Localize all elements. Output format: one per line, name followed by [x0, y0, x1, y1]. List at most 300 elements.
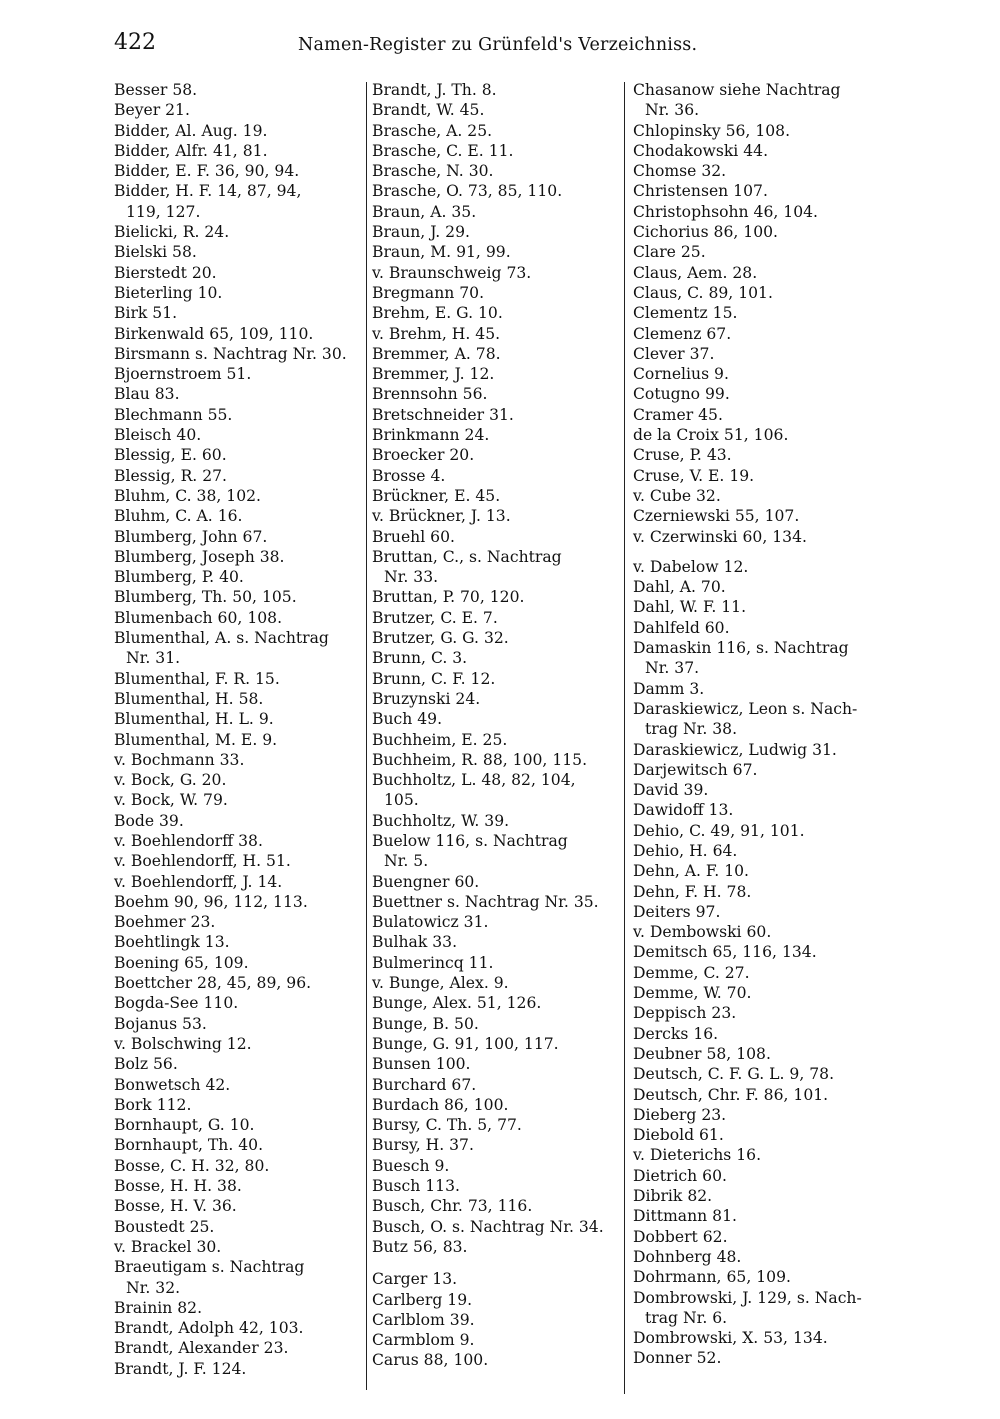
index-entry — [633, 1145, 885, 1165]
index-entry-text: Blumberg, Joseph 38. — [114, 547, 285, 566]
index-entry — [114, 283, 366, 303]
index-entry-text: Chodakowski 44. — [633, 141, 769, 160]
index-entry — [114, 486, 366, 506]
index-entry-text: Christensen 107. — [633, 182, 768, 201]
index-entry-text: Bulmerincq 11. — [372, 953, 494, 972]
index-entry-text: Bork 112. — [114, 1095, 192, 1114]
index-entry-text: Czerniewski 55, 107. — [633, 507, 800, 526]
index-entry-text: Demitsch 65, 116, 134. — [633, 943, 817, 962]
index-entry — [633, 527, 885, 547]
index-entry — [633, 963, 885, 983]
index-entry-text: v. Boehlendorff, J. 14. — [114, 872, 283, 891]
index-entry-text: Dehio, C. 49, 91, 101. — [633, 821, 805, 840]
index-entry-text: Brunn, C. F. 12. — [372, 669, 496, 688]
index-entry-text: Dohnberg 48. — [633, 1247, 742, 1266]
index-entry — [372, 263, 624, 283]
index-entry-text: Clementz 15. — [633, 304, 738, 323]
index-entry — [114, 141, 366, 161]
index-entry-text: Dawidoff 13. — [633, 801, 734, 820]
index-entry-text: Cruse, V. E. 19. — [633, 466, 755, 485]
index-entry — [372, 872, 624, 892]
index-entry-text: Buchholtz, W. 39. — [372, 811, 510, 830]
index-entry-text: Damaskin 116, s. Nachtrag — [633, 639, 849, 658]
index-entry-text: Beyer 21. — [114, 101, 190, 120]
index-entry — [114, 912, 366, 932]
index-entry-text: Bulhak 33. — [372, 933, 458, 952]
index-entry — [633, 1166, 885, 1186]
index-entry — [633, 242, 885, 262]
index-entry-text: de la Croix 51, 106. — [633, 426, 789, 445]
index-entry — [633, 597, 885, 617]
index-entry — [114, 709, 366, 729]
index-entry — [114, 1196, 366, 1216]
index-entry — [114, 567, 366, 587]
index-entry-continuation: Nr. 33. — [384, 568, 439, 587]
index-entry — [633, 1125, 885, 1145]
index-entry-text: Bluhm, C. A. 16. — [114, 507, 243, 526]
index-entry — [372, 689, 624, 709]
index-entry — [114, 1359, 366, 1379]
index-entry-text: Brutzer, C. E. 7. — [372, 608, 498, 627]
index-entry — [633, 780, 885, 800]
index-entry-text: Carus 88, 100. — [372, 1351, 489, 1370]
index-entry — [372, 648, 624, 668]
index-entry — [114, 1075, 366, 1095]
index-entry — [114, 344, 366, 364]
index-entry-text: Blumenthal, A. s. Nachtrag — [114, 629, 329, 648]
index-entry — [114, 608, 366, 628]
index-entry-text: Blumenthal, H. L. 9. — [114, 710, 274, 729]
index-entry — [372, 892, 624, 912]
index-entry — [114, 1298, 366, 1318]
index-entry — [372, 831, 624, 872]
index-entry — [372, 1054, 624, 1074]
index-entry-text: Deiters 97. — [633, 902, 721, 921]
index-entry — [633, 1105, 885, 1125]
index-entry — [372, 1034, 624, 1054]
index-entry — [633, 1348, 885, 1368]
index-entry — [372, 953, 624, 973]
index-entry-text: Blumberg, John 67. — [114, 527, 268, 546]
index-entry-text: Brandt, Alexander 23. — [114, 1339, 289, 1358]
index-entry-text: Brasche, C. E. 11. — [372, 141, 514, 160]
index-entry — [372, 181, 624, 201]
index-entry-text: Cornelius 9. — [633, 365, 729, 384]
index-entry-text: Clever 37. — [633, 344, 715, 363]
index-entry — [372, 730, 624, 750]
index-entry — [114, 587, 366, 607]
index-entry — [633, 882, 885, 902]
index-entry-text: Burchard 67. — [372, 1075, 477, 1094]
index-entry-text: Birk 51. — [114, 304, 178, 323]
index-entry-text: Boening 65, 109. — [114, 953, 249, 972]
index-entry-text: Brosse 4. — [372, 466, 446, 485]
index-entry-text: Buchholtz, L. 48, 82, 104, — [372, 771, 576, 790]
index-column-2 — [372, 80, 624, 1371]
index-entry — [114, 405, 366, 425]
index-entry — [633, 1328, 885, 1348]
index-entry — [372, 1135, 624, 1155]
index-entry — [372, 1156, 624, 1176]
index-entry-text: Busch, Chr. 73, 116. — [372, 1197, 533, 1216]
index-entry-text: Dobbert 62. — [633, 1227, 728, 1246]
index-entry-text: Blessig, E. 60. — [114, 446, 227, 465]
index-entry-continuation: trag Nr. 38. — [645, 720, 738, 739]
index-entry-text: Bremmer, J. 12. — [372, 365, 495, 384]
index-entry-text: Bosse, H. H. 38. — [114, 1177, 242, 1196]
index-entry — [114, 1034, 366, 1054]
index-entry — [633, 902, 885, 922]
index-entry — [114, 161, 366, 181]
index-entry — [372, 1269, 624, 1289]
index-entry — [372, 527, 624, 547]
index-entry — [633, 1267, 885, 1287]
index-entry — [633, 364, 885, 384]
index-entry — [633, 80, 885, 121]
index-entry — [372, 1014, 624, 1034]
index-entry — [114, 1176, 366, 1196]
index-entry-continuation: 105. — [384, 791, 419, 810]
index-entry — [372, 1115, 624, 1135]
index-entry-text: Bidder, H. F. 14, 87, 94, — [114, 182, 302, 201]
column-divider — [366, 82, 367, 1390]
index-entry — [114, 831, 366, 851]
index-entry-text: Donner 52. — [633, 1349, 722, 1368]
index-entry — [114, 263, 366, 283]
index-entry — [633, 466, 885, 486]
index-entry — [114, 932, 366, 952]
column-divider — [624, 82, 625, 1394]
index-entry-text: v. Brackel 30. — [114, 1237, 222, 1256]
index-entry-text: Bogda-See 110. — [114, 994, 239, 1013]
index-entry — [114, 1115, 366, 1135]
index-entry — [633, 141, 885, 161]
index-entry-text: Deutsch, Chr. F. 86, 101. — [633, 1085, 829, 1104]
index-entry-text: Cramer 45. — [633, 405, 723, 424]
index-entry — [372, 750, 624, 770]
index-entry — [372, 1075, 624, 1095]
index-entry-text: Cichorius 86, 100. — [633, 223, 779, 242]
index-entry — [633, 1227, 885, 1247]
index-entry — [633, 618, 885, 638]
index-entry-text: Dohrmann, 65, 109. — [633, 1268, 791, 1287]
index-entry — [633, 121, 885, 141]
index-entry-text: Bierstedt 20. — [114, 263, 217, 282]
index-entry-text: Blessig, R. 27. — [114, 466, 228, 485]
index-entry-text: Diebold 61. — [633, 1126, 724, 1145]
index-entry-text: Buchheim, R. 88, 100, 115. — [372, 750, 588, 769]
index-entry — [633, 821, 885, 841]
index-entry-text: Dahl, A. 70. — [633, 578, 726, 597]
index-entry — [372, 141, 624, 161]
index-entry — [633, 638, 885, 679]
index-entry — [114, 242, 366, 262]
index-entry — [114, 181, 366, 222]
index-entry — [372, 364, 624, 384]
index-entry-text: Bidder, E. F. 36, 90, 94. — [114, 162, 300, 181]
index-entry-text: Buchheim, E. 25. — [372, 730, 508, 749]
index-entry-text: Bielski 58. — [114, 243, 197, 262]
index-entry-text: Bielicki, R. 24. — [114, 223, 230, 242]
index-entry — [114, 669, 366, 689]
index-entry-text: v. Boehlendorff, H. 51. — [114, 852, 291, 871]
index-entry-text: Broecker 20. — [372, 446, 475, 465]
index-entry — [633, 1044, 885, 1064]
index-entry — [372, 1310, 624, 1330]
index-entry-text: Dercks 16. — [633, 1024, 719, 1043]
index-entry — [114, 790, 366, 810]
index-entry-text: Dibrik 82. — [633, 1187, 713, 1206]
index-entry — [633, 384, 885, 404]
index-entry-text: Buettner s. Nachtrag Nr. 35. — [372, 892, 599, 911]
index-entry — [633, 699, 885, 740]
index-entry-text: Bruzynski 24. — [372, 689, 481, 708]
index-entry — [633, 861, 885, 881]
index-entry — [372, 324, 624, 344]
index-entry — [372, 669, 624, 689]
index-entry-text: Boettcher 28, 45, 89, 96. — [114, 974, 312, 993]
index-entry — [633, 283, 885, 303]
index-entry-text: Busch 113. — [372, 1177, 460, 1196]
index-entry — [114, 770, 366, 790]
index-entry-text: Bidder, Al. Aug. 19. — [114, 121, 268, 140]
index-entry — [114, 100, 366, 120]
index-entry — [114, 628, 366, 669]
index-entry — [114, 1054, 366, 1074]
index-entry-text: Blumberg, Th. 50, 105. — [114, 588, 297, 607]
index-entry-continuation: Nr. 37. — [645, 659, 700, 678]
index-entry — [114, 851, 366, 871]
index-entry-continuation: Nr. 5. — [384, 852, 429, 871]
index-entry-text: Brainin 82. — [114, 1298, 203, 1317]
index-entry-text: Bruttan, P. 70, 120. — [372, 588, 525, 607]
index-entry-text: Bregmann 70. — [372, 283, 485, 302]
index-entry-text: Blumenthal, H. 58. — [114, 689, 264, 708]
index-entry-text: Carger 13. — [372, 1270, 458, 1289]
index-entry-text: Bruttan, C., s. Nachtrag — [372, 547, 562, 566]
index-entry-text: Dietrich 60. — [633, 1166, 727, 1185]
index-entry — [633, 841, 885, 861]
index-entry-continuation: Nr. 36. — [645, 101, 700, 120]
index-entry — [633, 344, 885, 364]
index-entry-text: Brasche, N. 30. — [372, 162, 494, 181]
index-entry — [633, 1064, 885, 1084]
index-entry — [372, 1290, 624, 1310]
index-entry — [114, 1156, 366, 1176]
index-entry-text: Blumenthal, M. E. 9. — [114, 730, 278, 749]
index-entry — [372, 384, 624, 404]
running-title: Namen-Register zu Grünfeld's Verzeichniss. — [298, 35, 698, 55]
index-entry-text: Braeutigam s. Nachtrag — [114, 1258, 305, 1277]
index-entry-text: Brennsohn 56. — [372, 385, 488, 404]
index-entry-text: Claus, C. 89, 101. — [633, 283, 773, 302]
index-entry — [633, 222, 885, 242]
index-entry-text: Buesch 9. — [372, 1156, 450, 1175]
index-entry-text: Bunsen 100. — [372, 1055, 471, 1074]
index-entry-text: Braun, A. 35. — [372, 202, 477, 221]
index-entry-text: Braun, J. 29. — [372, 223, 470, 242]
index-entry — [633, 486, 885, 506]
index-entry-text: Damm 3. — [633, 679, 705, 698]
index-entry-text: Brandt, W. 45. — [372, 101, 485, 120]
index-entry-text: Christophsohn 46, 104. — [633, 202, 819, 221]
index-entry-text: v. Brehm, H. 45. — [372, 324, 501, 343]
index-entry — [114, 993, 366, 1013]
index-entry-text: Dombrowski, J. 129, s. Nach- — [633, 1288, 862, 1307]
index-entry-text: Carlblom 39. — [372, 1310, 475, 1329]
index-entry — [633, 202, 885, 222]
index-entry — [633, 161, 885, 181]
index-entry-continuation: Nr. 32. — [126, 1278, 181, 1297]
page-number: 422 — [114, 30, 156, 55]
index-entry-text: Bieterling 10. — [114, 283, 223, 302]
index-entry — [114, 1338, 366, 1358]
index-entry — [372, 466, 624, 486]
index-entry — [633, 800, 885, 820]
index-entry-text: Bosse, H. V. 36. — [114, 1197, 237, 1216]
index-entry-text: Claus, Aem. 28. — [633, 263, 758, 282]
index-entry-text: Buelow 116, s. Nachtrag — [372, 831, 568, 850]
index-entry — [633, 506, 885, 526]
index-entry-text: Carmblom 9. — [372, 1331, 475, 1350]
index-entry-text: Blumberg, P. 40. — [114, 568, 244, 587]
index-entry — [114, 973, 366, 993]
index-entry — [372, 1237, 624, 1257]
index-entry — [372, 1217, 624, 1237]
index-entry-text: Brandt, J. F. 124. — [114, 1359, 247, 1378]
index-entry-text: Bursy, H. 37. — [372, 1136, 474, 1155]
index-entry-text: Burdach 86, 100. — [372, 1095, 509, 1114]
index-entry-text: Blechmann 55. — [114, 405, 233, 424]
index-entry — [114, 1014, 366, 1034]
index-entry — [372, 445, 624, 465]
index-entry — [114, 425, 366, 445]
index-entry-text: Deubner 58, 108. — [633, 1044, 771, 1063]
index-entry — [114, 445, 366, 465]
index-entry — [372, 161, 624, 181]
index-entry-text: v. Bochmann 33. — [114, 750, 245, 769]
index-entry — [372, 405, 624, 425]
index-entry — [114, 872, 366, 892]
index-entry-text: v. Bock, G. 20. — [114, 771, 227, 790]
index-entry — [372, 425, 624, 445]
index-entry — [372, 202, 624, 222]
index-entry-text: Boustedt 25. — [114, 1217, 215, 1236]
index-entry-text: Boehmer 23. — [114, 913, 216, 932]
index-entry-text: Bjoernstroem 51. — [114, 365, 252, 384]
index-entry-text: Chlopinsky 56, 108. — [633, 121, 791, 140]
index-entry — [114, 1095, 366, 1115]
index-entry — [633, 922, 885, 942]
index-entry-text: Bluhm, C. 38, 102. — [114, 486, 261, 505]
index-entry — [372, 1176, 624, 1196]
index-entry-text: Brasche, O. 73, 85, 110. — [372, 182, 563, 201]
index-entry-text: Brasche, A. 25. — [372, 121, 493, 140]
index-entry-text: Bornhaupt, Th. 40. — [114, 1136, 264, 1155]
index-entry-text: Brandt, Adolph 42, 103. — [114, 1319, 304, 1338]
index-entry-text: Butz 56, 83. — [372, 1237, 468, 1256]
index-entry — [633, 1003, 885, 1023]
index-entry-text: Busch, O. s. Nachtrag Nr. 34. — [372, 1217, 604, 1236]
index-entry-text: v. Dabelow 12. — [633, 557, 749, 576]
index-entry-text: Buengner 60. — [372, 872, 480, 891]
index-entry-text: Birkenwald 65, 109, 110. — [114, 324, 314, 343]
index-entry-text: Braun, M. 91, 99. — [372, 243, 511, 262]
index-entry — [114, 750, 366, 770]
index-entry-text: Brandt, J. Th. 8. — [372, 81, 497, 99]
index-entry — [372, 912, 624, 932]
index-entry-text: Buch 49. — [372, 710, 443, 729]
index-entry — [633, 577, 885, 597]
index-entry-text: Boehm 90, 96, 112, 113. — [114, 892, 308, 911]
index-entry-continuation: 119, 127. — [126, 202, 201, 221]
index-column-3 — [633, 80, 885, 1369]
index-entry — [114, 1135, 366, 1155]
index-entry — [633, 1024, 885, 1044]
index-entry-continuation: Nr. 31. — [126, 649, 181, 668]
index-entry-text: v. Boehlendorff 38. — [114, 831, 263, 850]
index-entry — [372, 80, 624, 100]
index-entry-text: Dittmann 81. — [633, 1207, 737, 1226]
index-entry — [372, 1095, 624, 1115]
index-entry — [372, 1350, 624, 1370]
index-entry — [372, 587, 624, 607]
index-entry-text: Bornhaupt, G. 10. — [114, 1116, 255, 1135]
index-entry-text: v. Cube 32. — [633, 486, 721, 505]
index-entry-text: Bolz 56. — [114, 1055, 178, 1074]
index-entry-text: Cotugno 99. — [633, 385, 730, 404]
index-entry — [372, 628, 624, 648]
index-column-1 — [114, 80, 366, 1379]
index-entry — [114, 384, 366, 404]
index-entry — [372, 100, 624, 120]
index-entry — [114, 506, 366, 526]
index-entry — [114, 222, 366, 242]
index-entry — [633, 263, 885, 283]
index-entry-text: Birsmann s. Nachtrag Nr. 30. — [114, 344, 347, 363]
index-entry — [372, 993, 624, 1013]
index-entry-text: v. Braunschweig 73. — [372, 263, 532, 282]
index-entry-text: Chomse 32. — [633, 162, 727, 181]
index-entry-text: Dombrowski, X. 53, 134. — [633, 1329, 828, 1348]
index-entry-text: Dehio, H. 64. — [633, 841, 738, 860]
index-entry-text: Dieberg 23. — [633, 1105, 727, 1124]
index-entry — [114, 303, 366, 323]
index-entry — [372, 222, 624, 242]
index-entry — [633, 983, 885, 1003]
index-entry — [372, 344, 624, 364]
index-entry — [372, 973, 624, 993]
index-entry — [372, 770, 624, 811]
index-entry-text: Deutsch, C. F. G. L. 9, 78. — [633, 1065, 835, 1084]
index-entry — [633, 303, 885, 323]
index-entry-text: v. Brückner, J. 13. — [372, 507, 511, 526]
index-entry-text: Blumenthal, F. R. 15. — [114, 669, 280, 688]
index-entry — [372, 242, 624, 262]
index-entry-text: Bonwetsch 42. — [114, 1075, 231, 1094]
index-entry-text: Carlberg 19. — [372, 1290, 473, 1309]
index-entry-text: Demme, C. 27. — [633, 963, 750, 982]
index-entry-text: Darjewitsch 67. — [633, 760, 758, 779]
index-entry-text: Bosse, C. H. 32, 80. — [114, 1156, 270, 1175]
index-entry — [633, 679, 885, 699]
index-entry-text: Dahlfeld 60. — [633, 618, 730, 637]
index-entry — [633, 1186, 885, 1206]
index-entry-text: Blumenbach 60, 108. — [114, 608, 283, 627]
index-entry — [372, 608, 624, 628]
index-entry-text: Demme, W. 70. — [633, 984, 752, 1003]
index-entry — [114, 730, 366, 750]
